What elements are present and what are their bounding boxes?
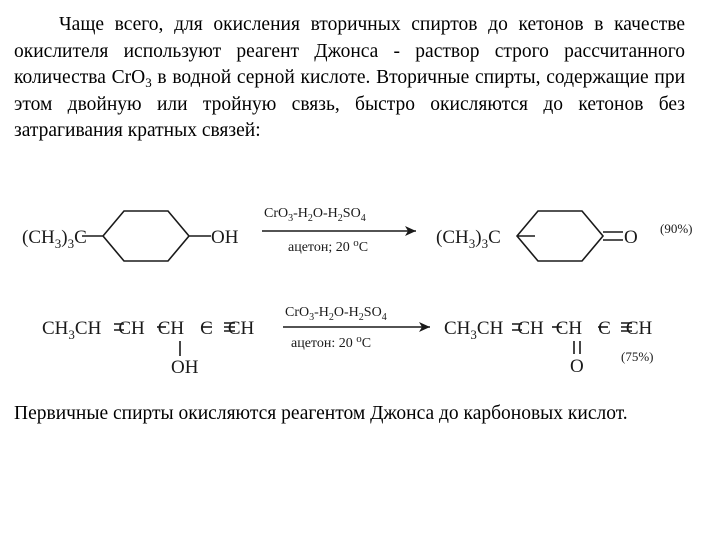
r1-product-cyclohexanone-ring xyxy=(517,211,623,261)
r2-yield: (75%) xyxy=(621,349,654,364)
r1-carbonyl-oxygen: O xyxy=(624,227,638,248)
r1-hydroxyl-group: OH xyxy=(211,227,239,248)
r2-hydroxyl-group: OH xyxy=(171,357,199,378)
r1-reactant-tert-butyl: $(CH_3)_3C$ xyxy=(22,227,87,251)
formula-base: CrO xyxy=(111,67,146,89)
formula-subscript: 3 xyxy=(145,75,152,91)
r2-carbonyl-oxygen: O xyxy=(570,356,584,377)
r1-yield: (90%) xyxy=(660,221,693,236)
r1-reagent-conditions: ацетон; 20 $^o$C xyxy=(288,237,369,255)
r2-product-chain: $CH_3CH$ CH CH C CH xyxy=(444,318,653,342)
r1-product-tert-butyl: $(CH_3)_3C$ xyxy=(436,227,501,251)
reaction-2 xyxy=(42,305,654,378)
r2-reagent-jones: $CrO_3-H_2O-H_2SO_4$ xyxy=(285,305,387,323)
r2-reactant-chain: $CH_3CH$ CH CH C CH xyxy=(42,318,255,342)
r1-reactant-cyclohexane-ring xyxy=(82,211,211,261)
reaction-1 xyxy=(22,206,693,261)
r2-product-carbonyl-double-bond xyxy=(574,341,580,354)
r1-reagent-jones: $CrO_3-H_2O-H_2SO_4$ xyxy=(264,206,366,224)
intro-text-start: Чаще всего, для окисления вторичных спиртов до кетонов в качестве окислителя используют реагент Джонса - раствор строго рассчитанного количества xyxy=(14,14,685,89)
primary-alcohols-paragraph: Первичные спирты окисляются реагентом Джонса до карбоновых кислот. xyxy=(14,403,628,424)
r2-reagent-conditions: ацетон: 20 $^o$C xyxy=(291,333,372,351)
intro-text-end: в водной серной кислоте. Вторичные спирты, содержащие при этом двойную или тройную связь, быстро окисляются до кетонов без затрагивания кратных связей: xyxy=(14,67,685,142)
